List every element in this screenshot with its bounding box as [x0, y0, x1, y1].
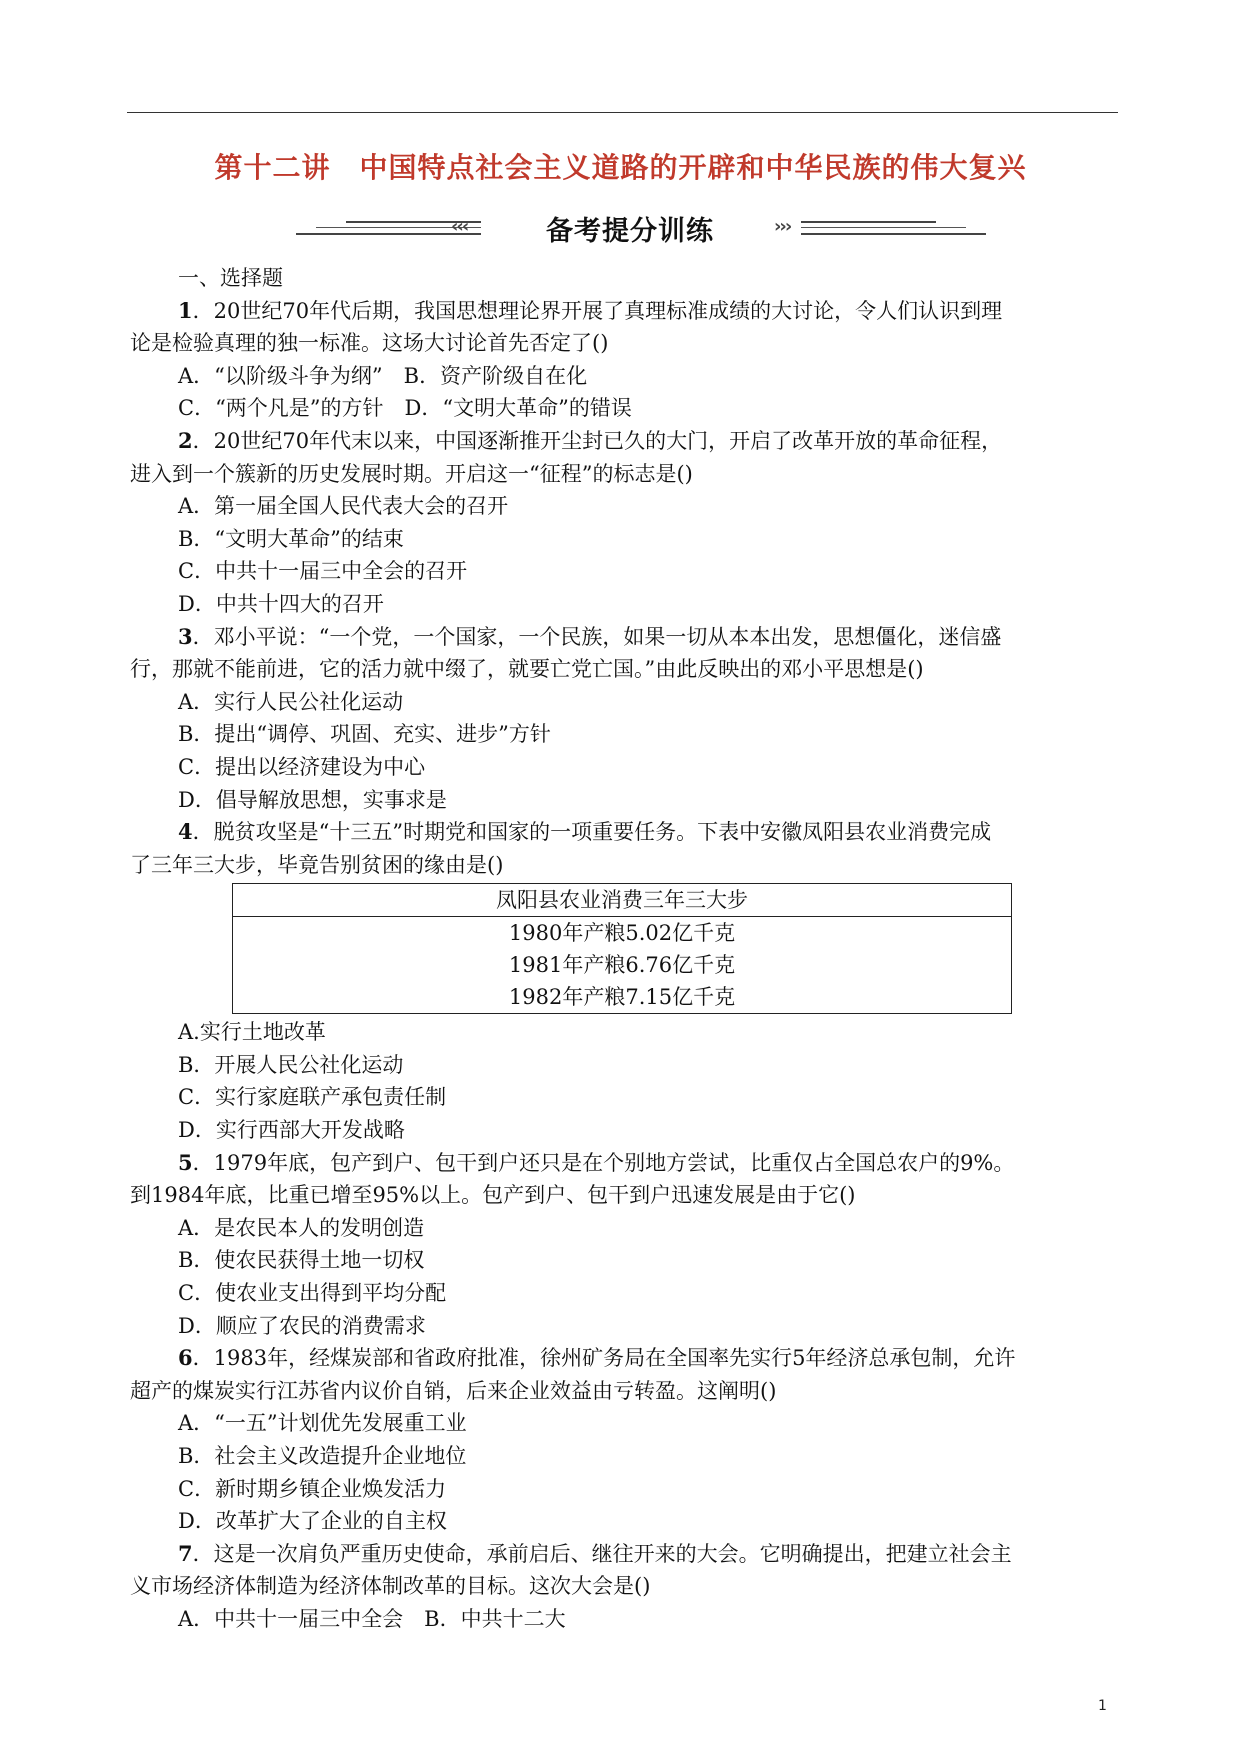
question-stem-first-line	[130, 1538, 1140, 1571]
question-number: 4	[178, 819, 193, 845]
answer-option: A．是农民本人的发明创造	[178, 1215, 425, 1240]
question-number: 6	[178, 1345, 193, 1371]
banner-right-marks: ›››	[774, 216, 791, 237]
question-stem-continuation: 到1984年底，比重已增至95%以上。包产到户、包干到户迅速发展是由于它()	[130, 1183, 856, 1208]
page-number: 1	[1098, 1698, 1107, 1714]
table-cell: 1982年产粮7.15亿千克	[508, 985, 736, 1010]
answer-option: D．顺应了农民的消费需求	[178, 1313, 426, 1338]
answer-option: C．提出以经济建设为中心	[178, 754, 426, 779]
answer-option: C．实行家庭联产承包责任制	[178, 1085, 447, 1110]
banner-left-marks: ‹‹‹	[451, 216, 468, 237]
question-1	[130, 295, 1140, 425]
question-stem-text: ．20世纪70年代后期，我国思想理论界开展了真理标准成绩的大讨论，令人们认识到理	[192, 298, 1003, 323]
question-6	[130, 1342, 1140, 1538]
question-4	[130, 816, 1140, 1147]
question-stem-first-line	[130, 295, 1140, 328]
question-stem-text: ．1983年，经煤炭部和省政府批准，徐州矿务局在全国率先实行5年经济总承包制，允许	[192, 1346, 1016, 1371]
table-cell: 1981年产粮6.76亿千克	[508, 953, 736, 978]
answer-option: D．中共十四大的召开	[178, 591, 384, 616]
question-stem-continuation: 超产的煤炭实行江苏省内议价自销，后来企业效益由亏转盈。这阐明()	[130, 1378, 777, 1403]
answer-option: A．实行人民公社化运动	[178, 689, 404, 714]
answer-option: B．“文明大革命”的结束	[178, 526, 404, 551]
question-stem-first-line	[130, 621, 1140, 654]
answer-option: C．使农业支出得到平均分配	[178, 1281, 447, 1306]
question-number: 5	[178, 1149, 193, 1175]
answer-option: D．实行西部大开发战略	[178, 1118, 405, 1143]
question-stem-continuation: 论是检验真理的独一标准。这场大讨论首先否定了()	[130, 331, 609, 356]
answer-option: B．使农民获得土地一切权	[178, 1248, 425, 1273]
answer-option: A．“以阶级斗争为纲” B．资产阶级自在化	[178, 363, 588, 388]
answer-option: B．提出“调停、巩固、充实、进步”方针	[178, 722, 551, 747]
page-title: 第十二讲 中国特点社会主义道路的开辟和中华民族的伟大复兴	[214, 151, 1027, 184]
question-stem-first-line	[130, 425, 1140, 458]
question-stem-continuation: 了三年三大步，毕竟告别贫困的缘由是()	[130, 852, 504, 877]
questions-container	[130, 295, 1140, 1636]
section-heading: 一、选择题	[178, 266, 283, 290]
answer-option: C．中共十一届三中全会的召开	[178, 559, 468, 584]
table-header-row	[233, 884, 1012, 917]
banner-rule-right-mid	[801, 227, 966, 228]
header-rule	[127, 112, 1118, 113]
question-stem-text: ．1979年底，包产到户、包干到户还只是在个别地方尝试，比重仅占全国总农户的9%。	[192, 1150, 1015, 1175]
answer-option: A．“一五”计划优先发展重工业	[178, 1411, 467, 1436]
answer-option: A．第一届全国人民代表大会的召开	[178, 494, 509, 519]
answer-option: D．改革扩大了企业的自主权	[178, 1509, 447, 1534]
question-3	[130, 621, 1140, 817]
table-cell: 1980年产粮5.02亿千克	[508, 921, 736, 946]
question-number: 2	[178, 427, 193, 453]
section-banner	[296, 207, 986, 245]
answer-option: D．倡导解放思想，实事求是	[178, 787, 447, 812]
banner-rule-right-bottom	[801, 233, 986, 235]
answer-option: C．“两个凡是”的方针 D．“文明大革命”的错误	[178, 396, 632, 421]
answer-option: C．新时期乡镇企业焕发活力	[178, 1476, 447, 1501]
question-7	[130, 1538, 1140, 1636]
table-row	[233, 949, 1012, 981]
question-stem-text: ．20世纪70年代末以来，中国逐渐推开尘封已久的大门，开启了改革开放的革命征程，	[192, 428, 1003, 453]
question-number: 1	[178, 297, 193, 323]
question-number: 3	[178, 623, 193, 649]
answer-option: B．开展人民公社化运动	[178, 1052, 404, 1077]
answer-option: B．社会主义改造提升企业地位	[178, 1444, 467, 1468]
question-stem-continuation: 义市场经济体制造为经济体制改革的目标。这次大会是()	[130, 1574, 651, 1599]
question-number: 7	[178, 1540, 193, 1566]
question-stem-text: ．这是一次肩负严重历史使命，承前启后、继往开来的大会。它明确提出，把建立社会主	[192, 1541, 1012, 1566]
question-stem-text: ．脱贫攻坚是“十三五”时期党和国家的一项重要任务。下表中安徽凤阳县农业消费完成	[192, 820, 992, 845]
question-2	[130, 425, 1140, 621]
banner-rule-right-top	[801, 221, 936, 223]
question-stem-first-line	[130, 1342, 1140, 1375]
question-list	[130, 262, 1140, 1636]
question-stem-continuation: 行，那就不能前进，它的活力就中缀了，就要亡党亡国。”由此反映出的邓小平思想是()	[130, 657, 924, 682]
data-table	[232, 883, 1012, 1014]
answer-option: A.实行土地改革	[178, 1020, 326, 1045]
question-5	[130, 1147, 1140, 1343]
question-stem-first-line	[130, 816, 1140, 849]
question-stem-continuation: 进入到一个簇新的历史发展时期。开启这一“征程”的标志是()	[130, 461, 693, 486]
question-stem-text: ．邓小平说：“一个党，一个国家，一个民族，如果一切从本本出发，思想僵化，迷信盛	[192, 624, 1002, 649]
table-header-cell: 凤阳县农业消费三年三大步	[233, 884, 1012, 917]
table-row	[233, 917, 1012, 950]
question-stem-first-line	[130, 1147, 1140, 1180]
answer-option: A．中共十一届三中全会 B．中共十二大	[178, 1606, 566, 1631]
table-row	[233, 981, 1012, 1014]
banner-label: 备考提分训练	[546, 216, 714, 247]
